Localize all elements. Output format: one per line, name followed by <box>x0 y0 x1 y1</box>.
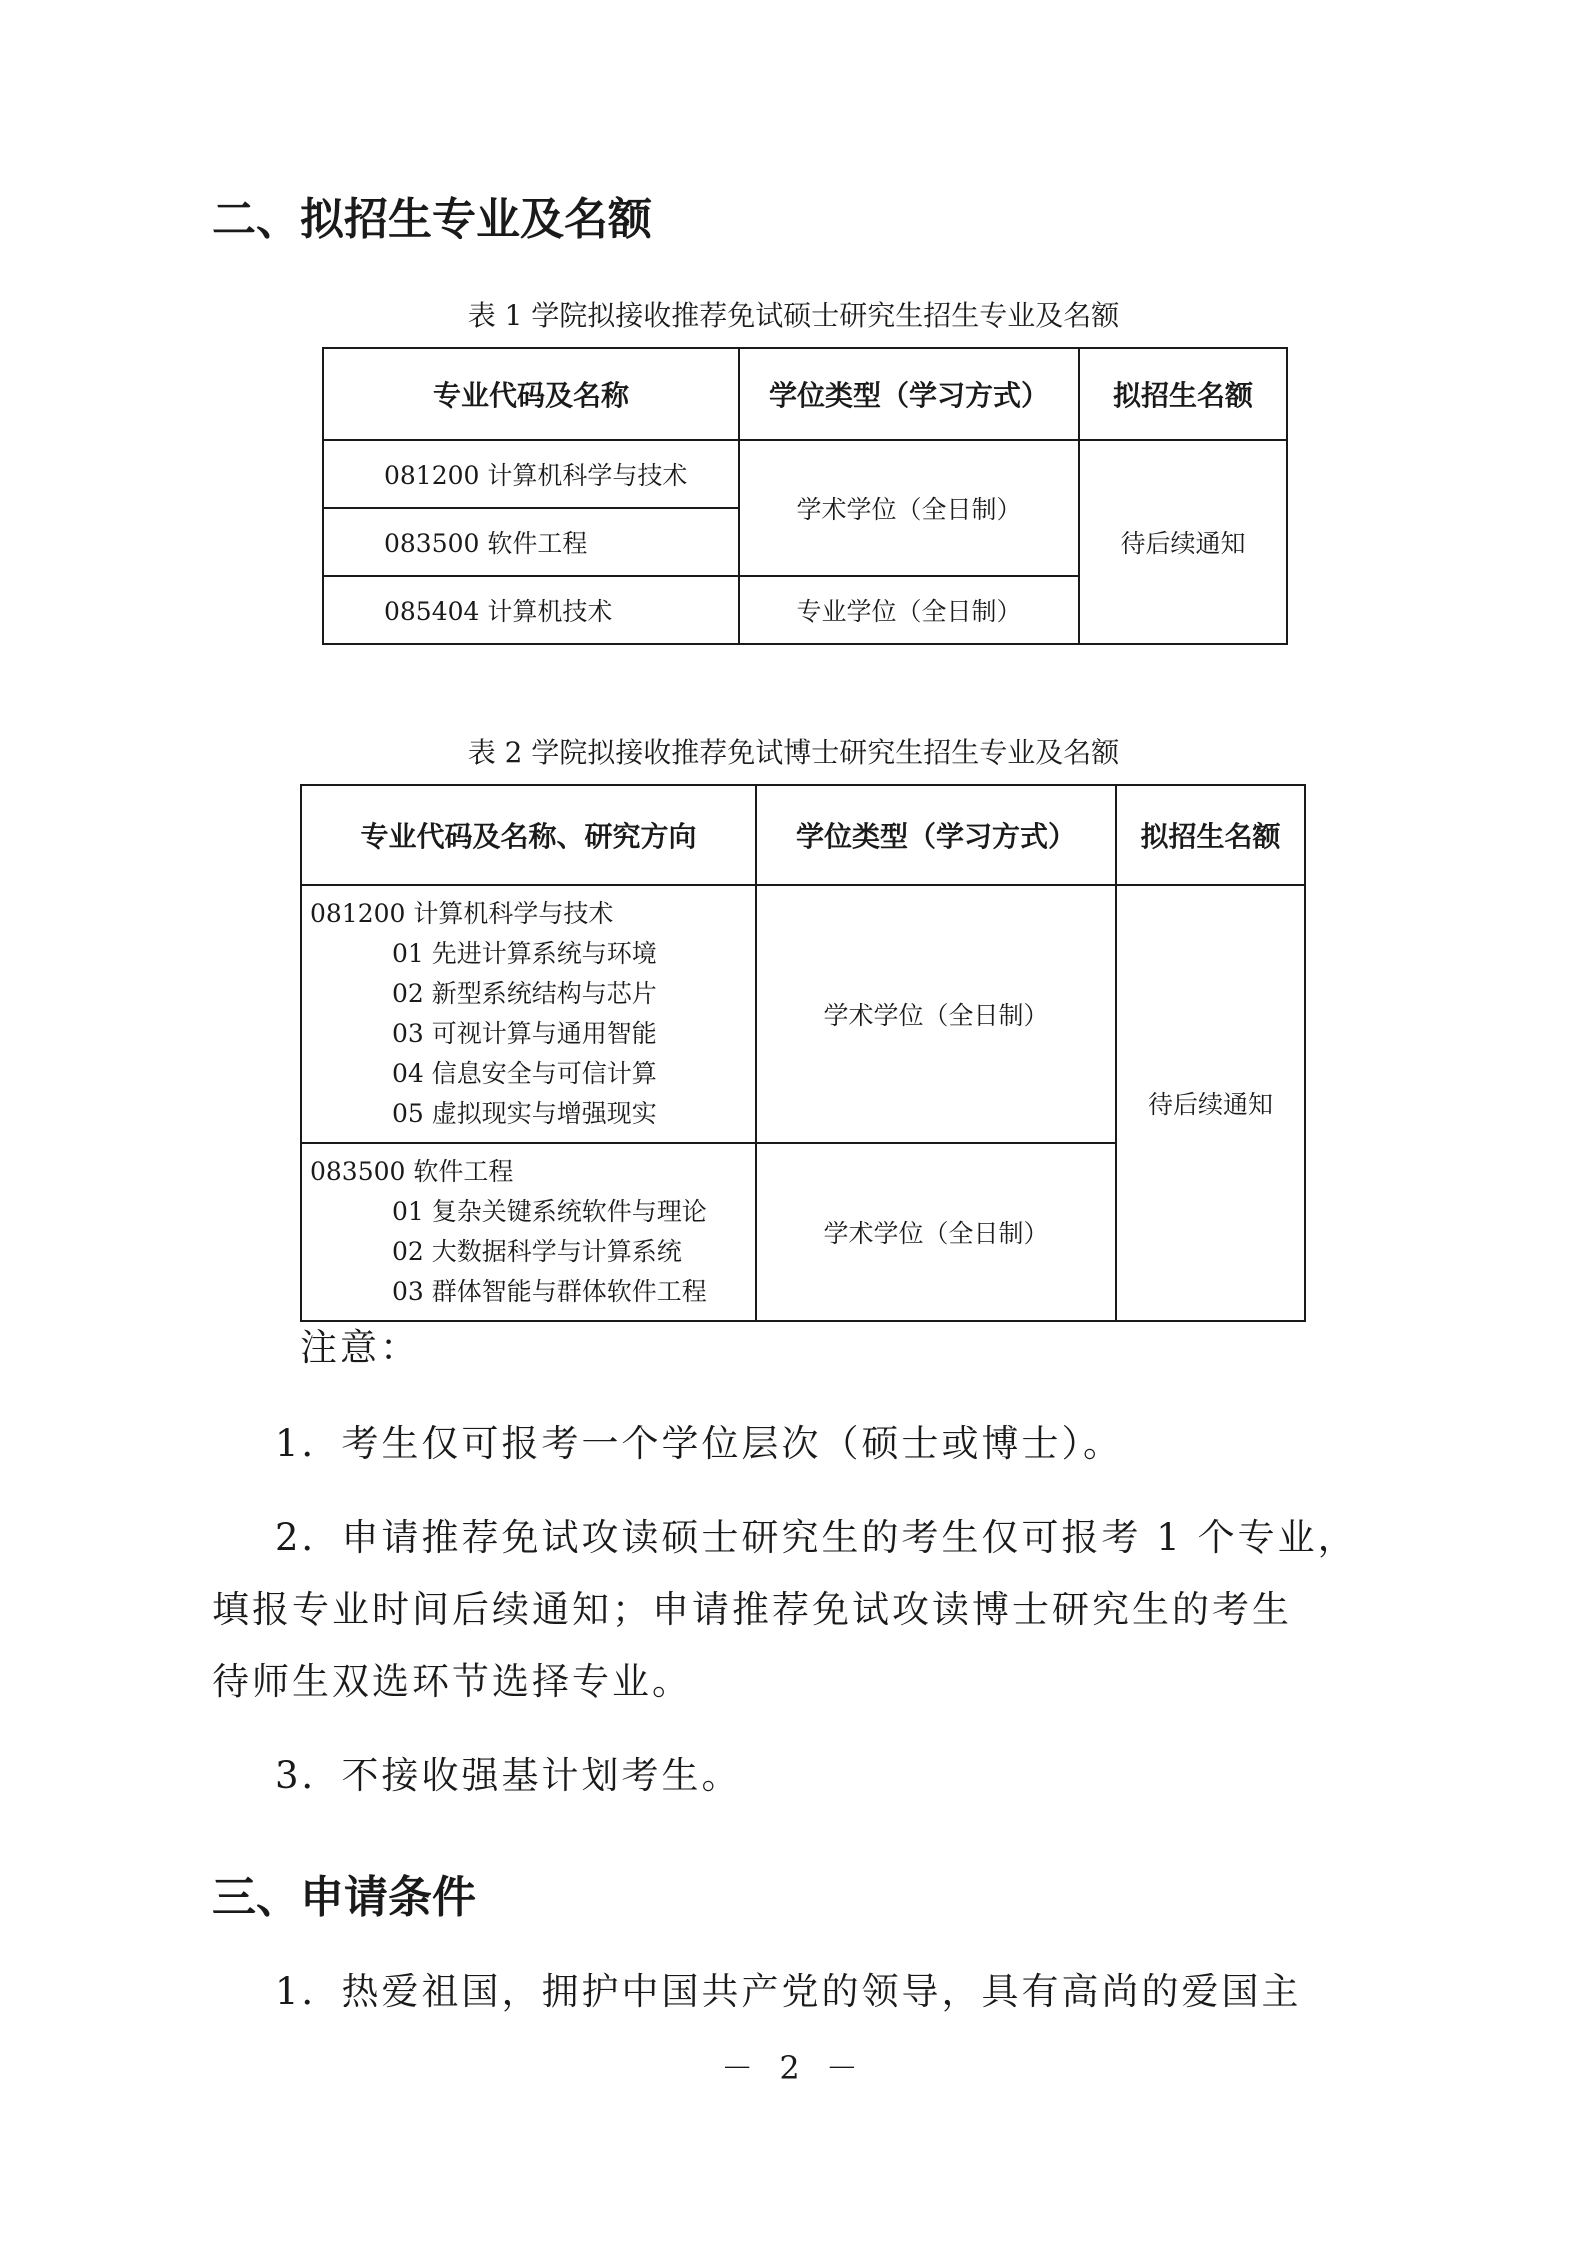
research-direction: 02 大数据科学与计算系统 <box>392 1237 682 1266</box>
table1-header-major: 专业代码及名称 <box>323 348 739 440</box>
research-direction: 04 信息安全与可信计算 <box>392 1059 657 1088</box>
table1-caption: 表 1 学院拟接收推荐免试硕士研究生招生专业及名额 <box>467 299 1120 332</box>
research-direction: 01 复杂关键系统软件与理论 <box>392 1197 707 1226</box>
section-heading-2: 二、拟招生专业及名额 <box>212 194 652 245</box>
note-item-1: 1．考生仅可报考一个学位层次（硕士或博士）。 <box>275 1422 1124 1465</box>
research-direction: 02 新型系统结构与芯片 <box>392 979 657 1008</box>
section3-item-1: 1．热爱祖国，拥护中国共产党的领导，具有高尚的爱国主 <box>275 1970 1302 2013</box>
table2-major-cell <box>301 1143 756 1321</box>
table2-header-degree: 学位类型（学习方式） <box>756 785 1116 885</box>
research-direction: 03 可视计算与通用智能 <box>392 1019 657 1048</box>
table2 <box>300 784 1306 1322</box>
note-item-3: 3．不接收强基计划考生。 <box>275 1754 742 1797</box>
table1-header-row <box>323 348 1287 440</box>
table2-caption: 表 2 学院拟接收推荐免试博士研究生招生专业及名额 <box>467 736 1120 769</box>
table2-major-cell <box>301 885 756 1143</box>
table2-quota-cell: 待后续通知 <box>1116 885 1305 1321</box>
table1-degree-cell: 专业学位（全日制） <box>739 576 1079 644</box>
table2-header-major: 专业代码及名称、研究方向 <box>301 785 756 885</box>
table1-major-cell: 083500 软件工程 <box>323 508 739 576</box>
section-heading-3: 三、申请条件 <box>212 1872 476 1923</box>
table2-degree-cell: 学术学位（全日制） <box>756 885 1116 1143</box>
major-title: 083500 软件工程 <box>310 1157 514 1186</box>
table2-degree-cell: 学术学位（全日制） <box>756 1143 1116 1321</box>
research-direction: 01 先进计算系统与环境 <box>392 939 657 968</box>
table1-quota-cell: 待后续通知 <box>1079 440 1287 644</box>
page-number: － 2 － <box>721 2049 866 2087</box>
table-row <box>301 885 1305 1143</box>
note-item-2-line-2: 填报专业时间后续通知；申请推荐免试攻读博士研究生的考生 <box>212 1588 1292 1631</box>
table2-header-row <box>301 785 1305 885</box>
table1-degree-cell: 学术学位（全日制） <box>739 440 1079 576</box>
table-row <box>323 440 1287 508</box>
table1-header-quota: 拟招生名额 <box>1079 348 1287 440</box>
note-item-2-line-3: 待师生双选环节选择专业。 <box>212 1660 692 1703</box>
major-title: 081200 计算机科学与技术 <box>310 899 614 928</box>
table1-header-degree: 学位类型（学习方式） <box>739 348 1079 440</box>
research-direction: 03 群体智能与群体软件工程 <box>392 1277 707 1306</box>
research-direction: 05 虚拟现实与增强现实 <box>392 1099 657 1128</box>
table1-major-cell: 085404 计算机技术 <box>323 576 739 644</box>
table1 <box>322 347 1288 645</box>
table1-major-cell: 081200 计算机科学与技术 <box>323 440 739 508</box>
table2-header-quota: 拟招生名额 <box>1116 785 1305 885</box>
note-item-2-line-1: 2．申请推荐免试攻读硕士研究生的考生仅可报考 1 个专业， <box>275 1516 1358 1559</box>
notes-label: 注意： <box>300 1326 420 1369</box>
